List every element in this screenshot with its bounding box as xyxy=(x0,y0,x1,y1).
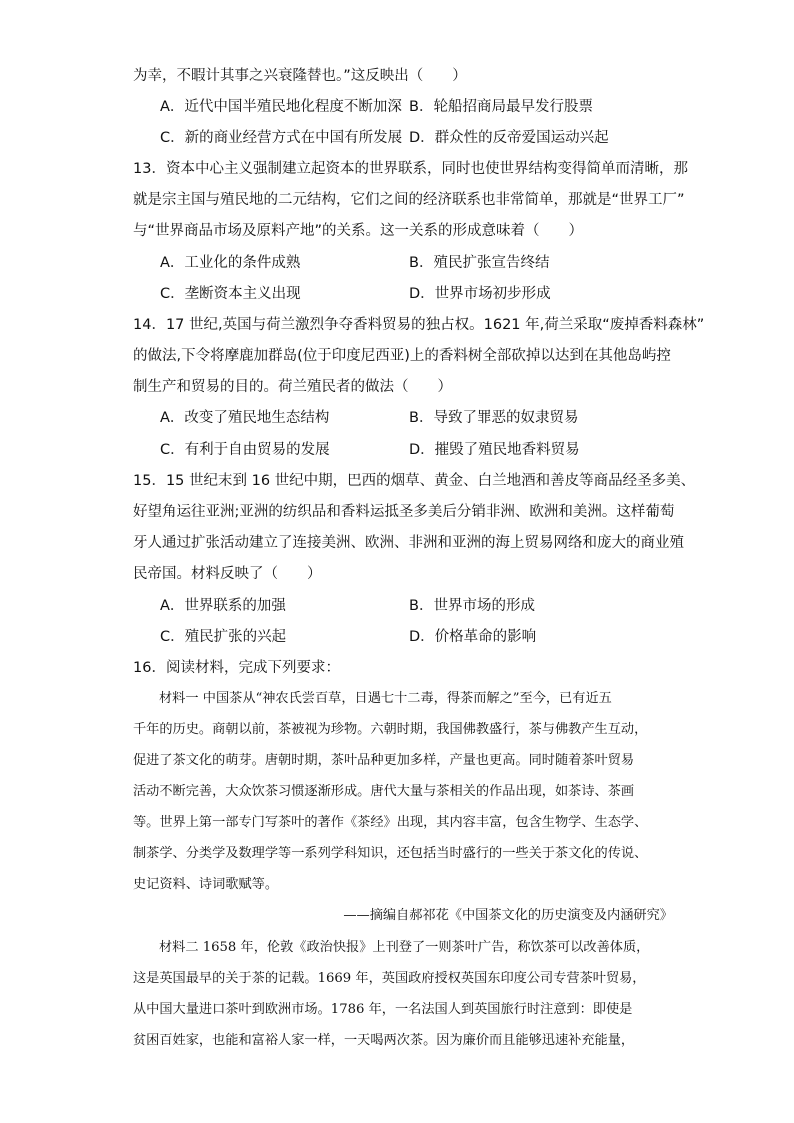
material-2-line-3: 从中国大量进口茶叶到欧洲市场。1786 年，一名法国人到英国旅行时注意到：即使是 xyxy=(133,1002,633,1017)
q14-stem-line-1: 14．17 世纪,英国与荷兰激烈争夺香料贸易的独占权。1621 年,荷兰采取“废掉香料森林” xyxy=(133,317,705,333)
q15-stem-line-2: 好望角运往亚洲;亚洲的纺织品和香料运抵圣多美后分销非洲、欧洲和美洲。这样葡萄 xyxy=(133,504,675,520)
q14-option-b: B．导致了罪恶的奴隶贸易 xyxy=(409,410,579,426)
q14-option-d: D．摧毁了殖民地香料贸易 xyxy=(409,442,580,458)
q14-stem-line-2: 的做法,下令将摩鹿加群岛(位于印度尼西亚)上的香料树全部砍掉以达到在其他岛屿控 xyxy=(133,348,671,364)
q15-stem-line-3: 牙人通过扩张活动建立了连接美洲、欧洲、非洲和亚洲的海上贸易网络和庞大的商业殖 xyxy=(133,535,684,551)
q16-title: 16．阅读材料，完成下列要求： xyxy=(133,660,340,676)
q15-option-c: C．殖民扩张的兴起 xyxy=(160,629,287,645)
q12-option-a: A．近代中国半殖民地化程度不断加深 xyxy=(160,99,402,115)
q12-option-b: B．轮船招商局最早发行股票 xyxy=(409,99,593,115)
q14-option-c: C．有利于自由贸易的发展 xyxy=(160,442,330,458)
q13-option-d: D．世界市场初步形成 xyxy=(409,286,551,302)
q12-option-c: C．新的商业经营方式在中国有所发展 xyxy=(160,130,403,146)
material-1-line-6: 制茶学、分类学及数理学等一系列学科知识，还包括当时盛行的一些关于茶文化的传说、 xyxy=(133,846,648,861)
material-1-line-5: 等。世界上第一部专门写茶叶的著作《茶经》出现，其内容丰富，包含生物学、生态学、 xyxy=(133,815,648,830)
q13-option-b: B．殖民扩张宣告终结 xyxy=(409,255,550,271)
material-2-line-1: 材料二 1658 年，伦敦《政治快报》上刊登了一则茶叶广告，称饮茶可以改善体质， xyxy=(159,940,650,955)
material-2-line-2: 这是英国最早的关于茶的记载。1669 年，英国政府授权英国东印度公司专营茶叶贸易， xyxy=(133,971,646,986)
material-1-line-7: 史记资料、诗词歌赋等。 xyxy=(133,877,279,892)
q13-stem-line-1: 13．资本中心主义强制建立起资本的世界联系，同时也使世界结构变得简单而清晰，那 xyxy=(133,161,688,177)
q13-stem-line-3: 与“世界商品市场及原料产地”的关系。这一关系的形成意味着（ ） xyxy=(133,223,584,239)
q13-option-a: A．工业化的条件成熟 xyxy=(160,255,301,271)
q12-stem-tail: 为幸，不暇计其事之兴衰隆替也。”这反映出（ ） xyxy=(133,68,467,84)
material-1-source: ——摘编自郝祁花《中国茶文化的历史演变及内涵研究》 xyxy=(343,908,673,923)
material-1-line-4: 活动不断完善，大众饮茶习惯逐渐形成。唐代大量与茶相关的作品出现，如茶诗、茶画 xyxy=(133,784,635,799)
q15-option-b: B．世界市场的形成 xyxy=(409,598,535,614)
q12-option-d: D．群众性的反帝爱国运动兴起 xyxy=(409,130,609,146)
material-1-line-1: 材料一 中国茶从“神农氏尝百草，日遇七十二毒，得茶而解之”至今，已有近五 xyxy=(159,691,612,706)
q13-option-c: C．垄断资本主义出现 xyxy=(160,286,301,302)
q15-stem-line-1: 15．15 世纪末到 16 世纪中期，巴西的烟草、黄金、白兰地酒和善皮等商品经圣多美、 xyxy=(133,473,696,489)
q14-option-a: A．改变了殖民地生态结构 xyxy=(160,410,330,426)
material-1-line-3: 促进了茶文化的萌芽。唐朝时期，茶叶品种更加多样，产量也更高。同时随着茶叶贸易 xyxy=(133,753,635,768)
q14-stem-line-3: 制生产和贸易的目的。荷兰殖民者的做法（ ） xyxy=(133,379,452,395)
material-2-line-4: 贫困百姓家，也能和富裕人家一样，一天喝两次茶。因为廉价而且能够迅速补充能量， xyxy=(133,1033,635,1048)
q15-option-a: A．世界联系的加强 xyxy=(160,598,286,614)
q15-option-d: D．价格革命的影响 xyxy=(409,629,537,645)
q15-stem-line-4: 民帝国。材料反映了（ ） xyxy=(133,566,322,582)
material-1-line-2: 千年的历史。商朝以前，茶被视为珍物。六朝时期，我国佛教盛行，茶与佛教产生互动， xyxy=(133,722,648,737)
q13-stem-line-2: 就是宗主国与殖民地的二元结构，它们之间的经济联系也非常简单，那就是“世界工厂” xyxy=(133,192,685,208)
